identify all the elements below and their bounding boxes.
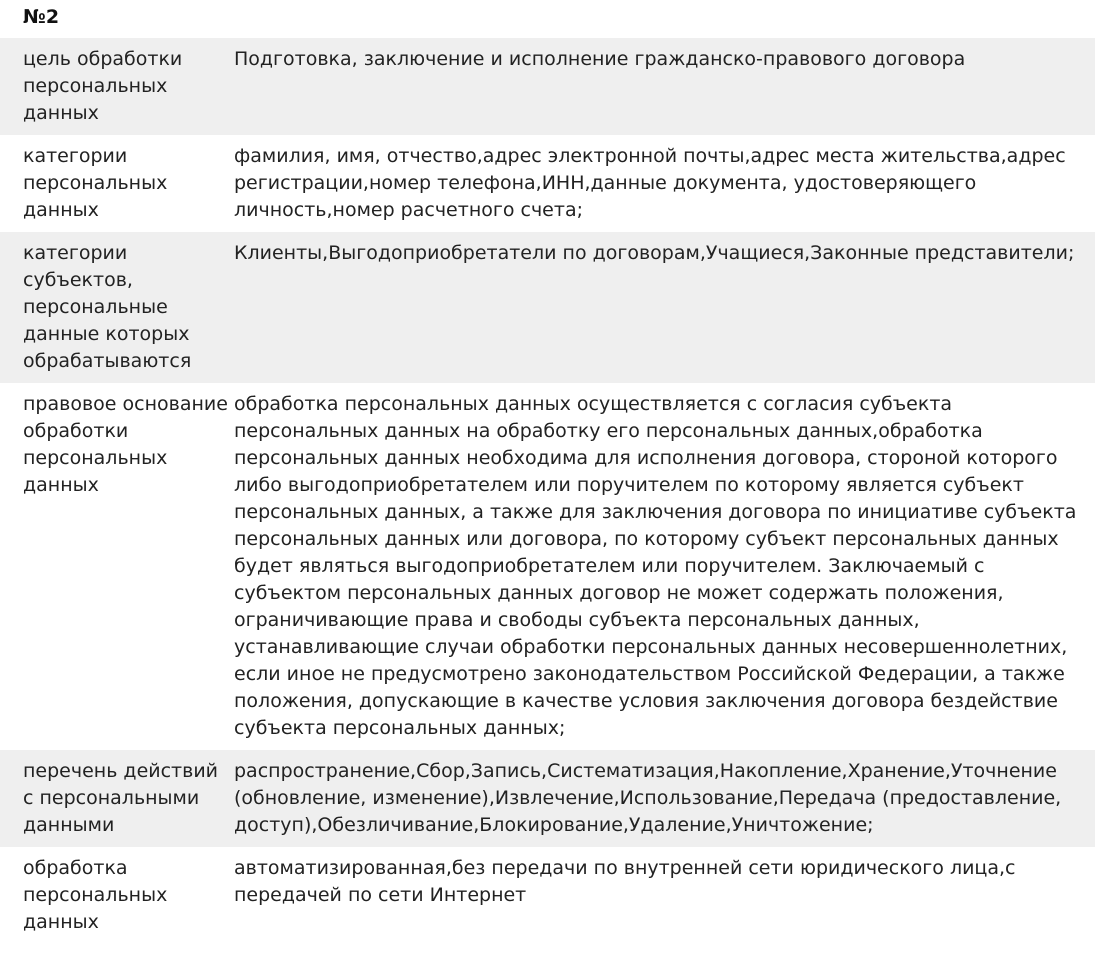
table-row xyxy=(0,38,1095,135)
table-row xyxy=(0,847,1095,944)
table-row xyxy=(0,750,1095,847)
row-label: правовое основание обработки персональных данных xyxy=(0,383,234,750)
document-title: №2 xyxy=(23,6,60,28)
row-value: распространение,Сбор,Запись,Систематизация,Накопление,Хранение,Уточнение (обновление, изменение),Извлечение,Использование,Передача (предоставление, доступ),Обезличивание,Блокирование,Удаление,Уничтожение; xyxy=(234,750,1095,847)
row-label: категории субъектов, персональные данные которых обрабатываются xyxy=(0,232,234,383)
row-label: категории персональных данных xyxy=(0,135,234,232)
row-value: Клиенты,Выгодоприобретатели по договорам,Учащиеся,Законные представители; xyxy=(234,232,1095,383)
personal-data-table xyxy=(0,38,1095,944)
table-row xyxy=(0,232,1095,383)
row-label: цель обработки персональных данных xyxy=(0,38,234,135)
row-value: автоматизированная,без передачи по внутренней сети юридического лица,с передачей по сети Интернет xyxy=(234,847,1095,944)
table-row xyxy=(0,135,1095,232)
row-label: перечень действий с персональными данными xyxy=(0,750,234,847)
row-value: Подготовка, заключение и исполнение гражданско-правового договора xyxy=(234,38,1095,135)
table-row xyxy=(0,383,1095,750)
row-value: обработка персональных данных осуществляется с согласия субъекта персональных данных на обработку его персональных данных,обработка персональных данных необходима для исполнения договора, стороной которого либо выгодоприобретателем или поручителем по которому является субъект персональных данных, а также для заключения договора по инициативе субъекта персональных данных или договора, по которому субъект персональных данных будет являться выгодоприобретателем или поручителем. Заключаемый с субъектом персональных данных договор не может содержать положения, ограничивающие права и свободы субъекта персональных данных, устанавливающие случаи обработки персональных данных несовершеннолетних, если иное не предусмотрено законодательством Российской Федерации, а также положения, допускающие в качестве условия заключения договора бездействие субъекта персональных данных; xyxy=(234,383,1095,750)
row-label: обработка персональных данных xyxy=(0,847,234,944)
row-value: фамилия, имя, отчество,адрес электронной почты,адрес места жительства,адрес регистрации,номер телефона,ИНН,данные документа, удостоверяющего личность,номер расчетного счета; xyxy=(234,135,1095,232)
